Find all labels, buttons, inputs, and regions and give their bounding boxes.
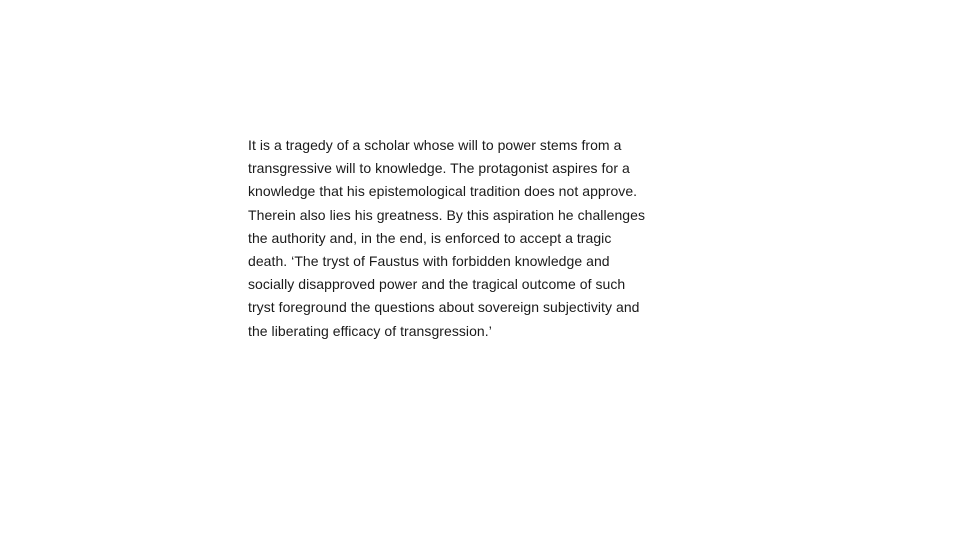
paragraph-line: tryst foreground the questions about sovereign subjectivity and <box>248 299 640 316</box>
paragraph-line: the authority and, in the end, is enforced to accept a tragic <box>248 229 612 246</box>
paragraph-line: Therein also lies his greatness. By this aspiration he challenges <box>248 206 646 223</box>
paragraph-line: the liberating efficacy of transgression.’ <box>248 322 492 339</box>
body-paragraph <box>248 134 728 343</box>
paragraph-line: It is a tragedy of a scholar whose will to power stems from a <box>248 137 622 153</box>
paragraph-line: death. ‘The tryst of Faustus with forbidden knowledge and <box>248 253 610 270</box>
paragraph-line: socially disapproved power and the tragical outcome of such <box>248 276 626 293</box>
paragraph-line: transgressive will to knowledge. The protagonist aspires for a <box>248 160 630 177</box>
paragraph-line: knowledge that his epistemological tradition does not approve. <box>248 183 638 200</box>
